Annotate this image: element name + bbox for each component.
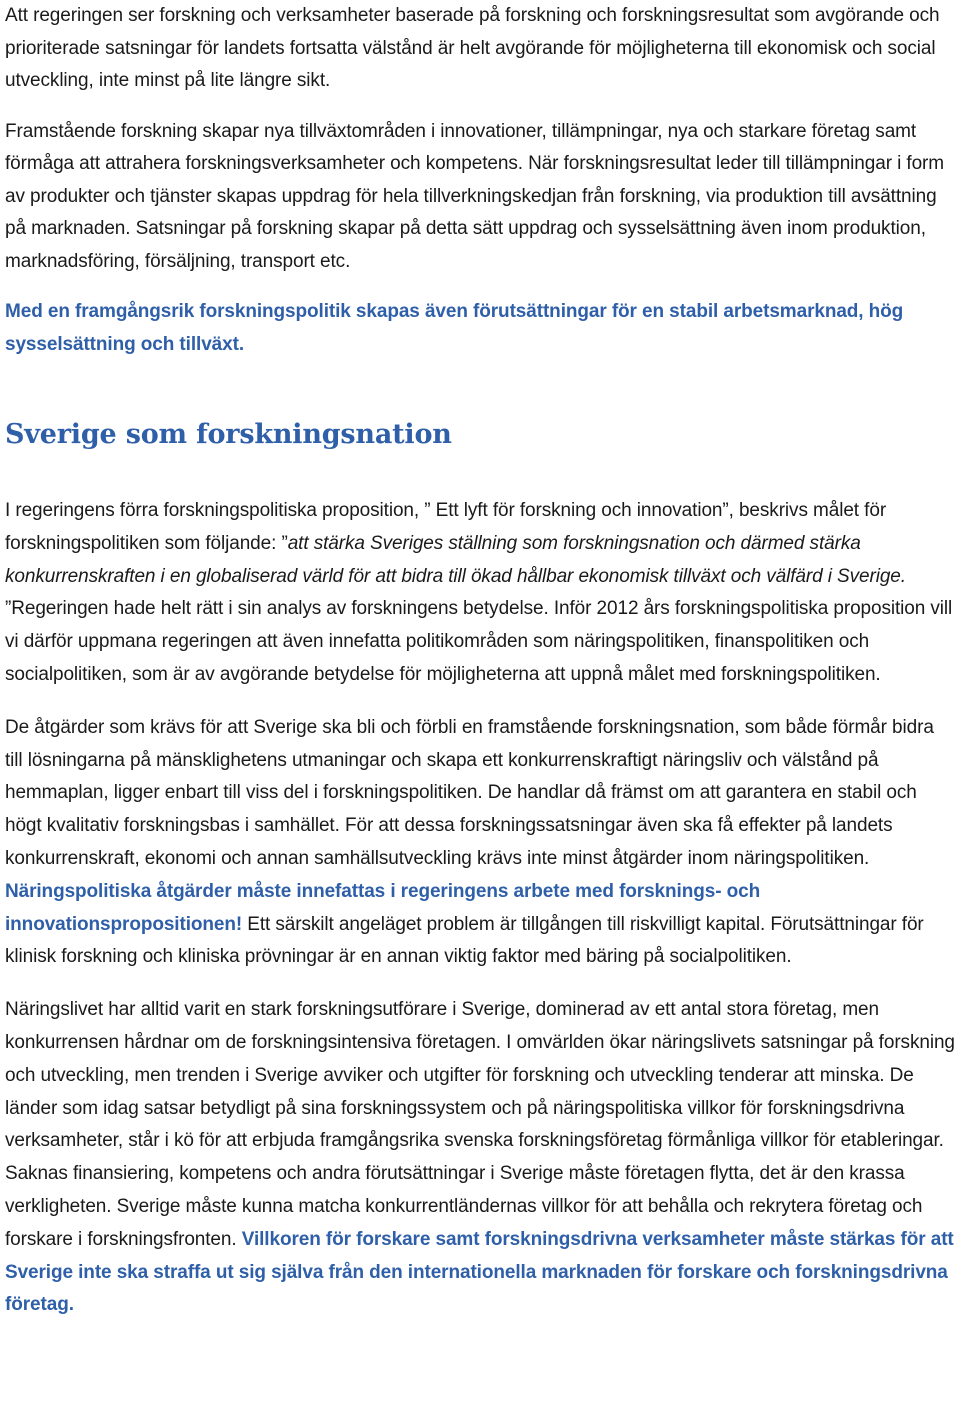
paragraph-intro: Att regeringen ser forskning och verksamheter baserade på forskning och forskningsresultat som avgörande och prioriterade satsningar för landets fortsatta välstånd är helt avgörande för möjligheterna till ekonomisk och social utveckling, inte minst på lite längre sikt.	[5, 5, 940, 91]
business-text-a: Näringslivet har alltid varit en stark forskningsutförare i Sverige, dominerad av ett antal stora företag, men konkurrensen hårdnar om de forskningsintensiva företagen. I omvärlden ökar näringslivets satsningar på forskning och utveckling, men trenden i Sverige avviker och utgifter för forskning och utveckling tenderar att minska. De länder som idag satsar betydligt på sina forskningssystem och på näringspolitiska villkor för forskningsdrivna verksamheter, står i kö för att erbjuda framgångsrika svenska forskningsföretag förmånliga villkor för etableringar. Saknas finansiering, kompetens och andra förutsättningar i Sverige måste företagen flytta, det är den krassa verkligheten. Sverige måste kunna matcha konkurrentländernas villkor för att behålla och rekrytera företag och forskare i forskningsfronten.	[5, 999, 955, 1250]
paragraph-research-growth: Framstående forskning skapar nya tillväxtområden i innovationer, tillämpningar, nya och starkare företag samt förmåga att attrahera forskningsverksamheter och kompetens. När forskningsresultat leder till tillämpningar i form av produkter och tjänster skapas uppdrag för hela tillverkningskedjan från forskning, via produktion till avsättning på marknaden. Satsningar på forskning skapar på detta sätt uppdrag och sysselsättning även inom produktion, marknadsföring, försäljning, transport etc.	[5, 120, 945, 272]
measures-text-a: De åtgärder som krävs för att Sverige ska bli och förbli en framstående forskningsnation, som både förmår bidra till lösningarna på mänsklighetens utmaningar och skapa ett konkurrenskraftigt näringsliv och välstånd på hemmaplan, ligger enbart till viss del i forskningspolitiken. De handlar då främst om att garantera en stabil och högt kvalitativ forskningsbas i samhället. För att dessa forskningssatsningar även ska få effekter på landets konkurrenskraft, ekonomi och annan samhällsutveckling krävs inte minst åtgärder inom näringspolitiken.	[5, 716, 934, 869]
paragraph-measures	[5, 712, 955, 974]
paragraph-proposition	[5, 495, 955, 692]
measures-text-b: Ett särskilt angeläget problem är tillgången till riskvilligt kapital. Förutsättningar för klinisk forskning och kliniska prövningar är en annan viktig faktor med bäring på socialpolitiken.	[5, 913, 924, 968]
measures-highlight: Näringspolitiska åtgärder måste innefattas i regeringens arbete med forsknings- och innovationspropositionen!	[5, 880, 761, 935]
paragraph-business	[5, 994, 955, 1322]
proposition-quote: att stärka Sveriges ställning som forskningsnation och därmed stärka konkurrenskraften i en globaliserad värld för att bidra till ökad hållbar ekonomisk tillväxt och välfärd i Sverige.	[5, 532, 906, 587]
business-highlight: Villkoren för forskare samt forskningsdrivna verksamheter måste stärkas för att Sverige inte ska straffa ut sig själva från den internationella marknaden för forskare och forskningsdrivna företag.	[5, 1228, 954, 1316]
document-page	[5, 0, 955, 1322]
paragraph-highlight-labour-market: Med en framgångsrik forskningspolitik skapas även förutsättningar för en stabil arbetsmarknad, hög sysselsättning och tillväxt.	[5, 301, 904, 355]
proposition-text-b: ”Regeringen hade helt rätt i sin analys av forskningens betydelse. Inför 2012 års forskningspolitiska proposition vill vi därför uppmana regeringen att även innefatta politikområden som näringspolitiken, finanspolitiken och socialpolitiken, som är av avgörande betydelse för möjligheterna att uppnå målet med forskningspolitiken.	[5, 598, 953, 685]
proposition-text-a: I regeringens förra forskningspolitiska proposition, ” Ett lyft för forskning och innovation”, beskrivs målet för forskningspolitiken som följande: ”	[5, 500, 887, 554]
section-heading: Sverige som forskningsnation	[5, 419, 452, 450]
